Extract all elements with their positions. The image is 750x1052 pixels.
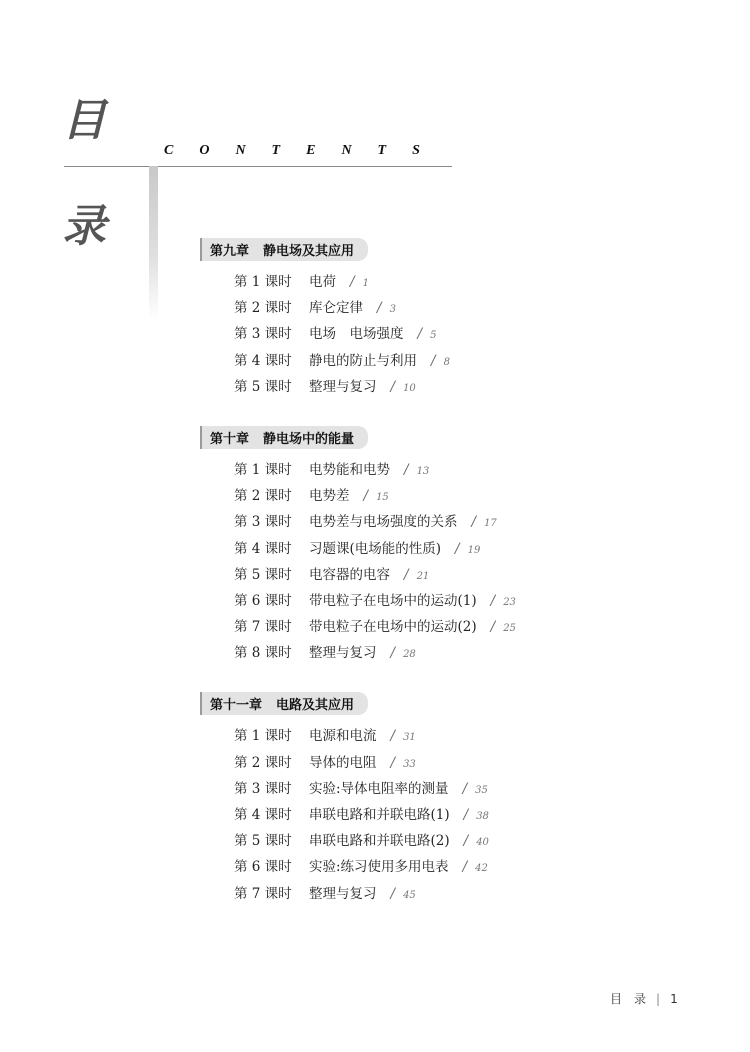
lesson-entry[interactable] — [234, 269, 600, 295]
lesson-page-number: 3 — [389, 304, 396, 316]
page-separator: / — [462, 780, 468, 797]
lesson-number: 第 5 课时 — [234, 566, 292, 583]
lesson-page-number: 21 — [416, 570, 430, 582]
chapter-number: 第十一章 — [210, 698, 263, 714]
lesson-page-number: 15 — [376, 492, 389, 504]
footer-page-number: 1 — [670, 992, 678, 1006]
title-char-lu: 录 — [62, 201, 106, 252]
lesson-name: 电场 电场强度 — [309, 326, 404, 343]
lesson-page-number: 23 — [503, 596, 516, 608]
lesson-page-number: 5 — [430, 330, 437, 342]
lesson-entry[interactable] — [234, 802, 600, 828]
page-separator: / — [462, 859, 468, 876]
lesson-entry[interactable] — [234, 536, 600, 562]
lesson-entry[interactable] — [234, 295, 600, 321]
page-separator: / — [377, 300, 382, 317]
lesson-page-number: 33 — [403, 758, 416, 770]
lesson-number: 第 4 课时 — [234, 540, 292, 557]
page-separator: / — [490, 592, 496, 609]
lesson-name: 库仑定律 — [309, 300, 363, 317]
lesson-page-number: 38 — [476, 811, 489, 822]
page-separator: / — [390, 885, 396, 902]
lesson-entry[interactable] — [234, 854, 600, 880]
lesson-name: 串联电路和并联电路(1) — [309, 807, 450, 823]
lesson-name: 整理与复习 — [309, 645, 377, 662]
lesson-name: 电势差与电场强度的关系 — [309, 514, 458, 531]
lesson-number: 第 2 课时 — [234, 300, 292, 317]
page-separator: / — [390, 645, 396, 662]
lesson-number: 第 1 课时 — [234, 461, 292, 478]
lesson-name: 电荷 — [309, 274, 336, 290]
page-separator: / — [390, 728, 396, 745]
lesson-number: 第 2 课时 — [234, 488, 292, 505]
lesson-page-number: 10 — [403, 382, 416, 394]
lesson-number: 第 1 课时 — [234, 274, 292, 290]
lesson-name: 电容器的电容 — [309, 566, 390, 583]
lesson-page-number: 35 — [475, 784, 488, 796]
lesson-page-number: 31 — [403, 732, 416, 744]
lesson-name: 实验:导体电阻率的测量 — [309, 780, 449, 797]
toc-chapters — [200, 238, 600, 933]
page-separator: / — [471, 514, 477, 531]
lesson-number: 第 6 课时 — [234, 592, 292, 609]
lesson-name: 带电粒子在电场中的运动(2) — [309, 619, 477, 636]
lesson-number: 第 7 课时 — [234, 885, 292, 902]
page-separator: / — [455, 540, 460, 557]
lesson-number: 第 8 课时 — [234, 645, 292, 662]
lesson-page-number: 40 — [476, 837, 489, 849]
lesson-name: 带电粒子在电场中的运动(1) — [309, 592, 477, 609]
header-rule — [64, 166, 452, 167]
lesson-number: 第 2 课时 — [234, 754, 292, 771]
lesson-entry[interactable] — [234, 562, 600, 588]
lesson-entry[interactable] — [234, 457, 600, 483]
lesson-entry[interactable] — [234, 881, 600, 907]
lesson-page-number: 8 — [443, 356, 450, 368]
chapter-name: 静电场中的能量 — [263, 431, 355, 447]
page-separator: / — [431, 352, 436, 369]
lesson-entry[interactable] — [234, 750, 600, 776]
lesson-name: 电源和电流 — [309, 728, 377, 745]
lesson-number: 第 1 课时 — [234, 728, 292, 745]
lesson-page-number: 13 — [416, 465, 430, 477]
lesson-number: 第 4 课时 — [234, 352, 292, 369]
chapter-section — [200, 426, 600, 667]
lesson-number: 第 5 课时 — [234, 833, 292, 850]
chapter-number: 第十章 — [210, 431, 250, 447]
chapter-title[interactable] — [200, 426, 368, 449]
lesson-name: 导体的电阻 — [309, 754, 377, 771]
lesson-entry[interactable] — [234, 321, 600, 347]
page-separator: / — [463, 833, 469, 850]
lesson-number: 第 3 课时 — [234, 326, 292, 343]
lesson-page-number: 25 — [503, 623, 516, 635]
page-separator: / — [404, 566, 409, 583]
page-separator: / — [463, 807, 469, 823]
lesson-name: 电势能和电势 — [309, 461, 390, 478]
lesson-entry[interactable] — [234, 776, 600, 802]
chapter-title[interactable] — [200, 238, 368, 261]
lesson-name: 串联电路和并联电路(2) — [309, 833, 450, 850]
chapter-title[interactable] — [200, 692, 368, 715]
lesson-entry[interactable] — [234, 588, 600, 614]
footer-separator: | — [656, 992, 661, 1006]
chapter-number: 第九章 — [210, 244, 250, 259]
page-footer — [610, 990, 710, 1007]
lesson-entry[interactable] — [234, 348, 600, 374]
lesson-page-number: 1 — [362, 278, 369, 289]
lesson-number: 第 6 课时 — [234, 859, 292, 876]
lesson-name: 习题课(电场能的性质) — [309, 540, 442, 557]
lesson-entry[interactable] — [234, 509, 600, 535]
decorative-bar — [149, 166, 158, 320]
page-separator: / — [350, 274, 355, 290]
lesson-entry[interactable] — [234, 723, 600, 749]
lesson-name: 整理与复习 — [309, 378, 377, 395]
page-separator: / — [417, 326, 423, 343]
lesson-number: 第 3 课时 — [234, 514, 292, 531]
contents-label: CONTENTS — [164, 143, 446, 158]
lesson-entry[interactable] — [234, 828, 600, 854]
chapter-section — [200, 238, 600, 400]
footer-label: 目 录 — [610, 992, 647, 1006]
lesson-page-number: 42 — [475, 863, 488, 875]
lesson-name: 静电的防止与利用 — [309, 352, 417, 369]
lesson-entry[interactable] — [234, 640, 600, 666]
lesson-number: 第 7 课时 — [234, 619, 292, 636]
lesson-number: 第 5 课时 — [234, 378, 292, 395]
title-char-mu: 目 — [62, 95, 106, 146]
chapter-name: 电路及其应用 — [276, 698, 355, 714]
chapter-section — [200, 692, 600, 906]
lesson-page-number: 17 — [484, 518, 497, 530]
lesson-number: 第 3 课时 — [234, 780, 292, 797]
lesson-entry[interactable] — [234, 483, 600, 509]
page-separator: / — [490, 619, 496, 636]
lesson-page-number: 28 — [403, 649, 416, 661]
page-separator: / — [390, 378, 396, 395]
lesson-entry[interactable] — [234, 614, 600, 640]
lesson-name: 实验:练习使用多用电表 — [309, 859, 449, 876]
page-separator: / — [404, 461, 409, 478]
lesson-page-number: 45 — [403, 889, 416, 901]
lesson-page-number: 19 — [467, 544, 481, 556]
chapter-name: 静电场及其应用 — [263, 244, 355, 259]
page-separator: / — [363, 488, 369, 505]
lesson-name: 电势差 — [309, 488, 350, 505]
lesson-entry[interactable] — [234, 374, 600, 400]
lesson-name: 整理与复习 — [309, 885, 377, 902]
page-separator: / — [390, 754, 396, 771]
lesson-number: 第 4 课时 — [234, 807, 292, 823]
